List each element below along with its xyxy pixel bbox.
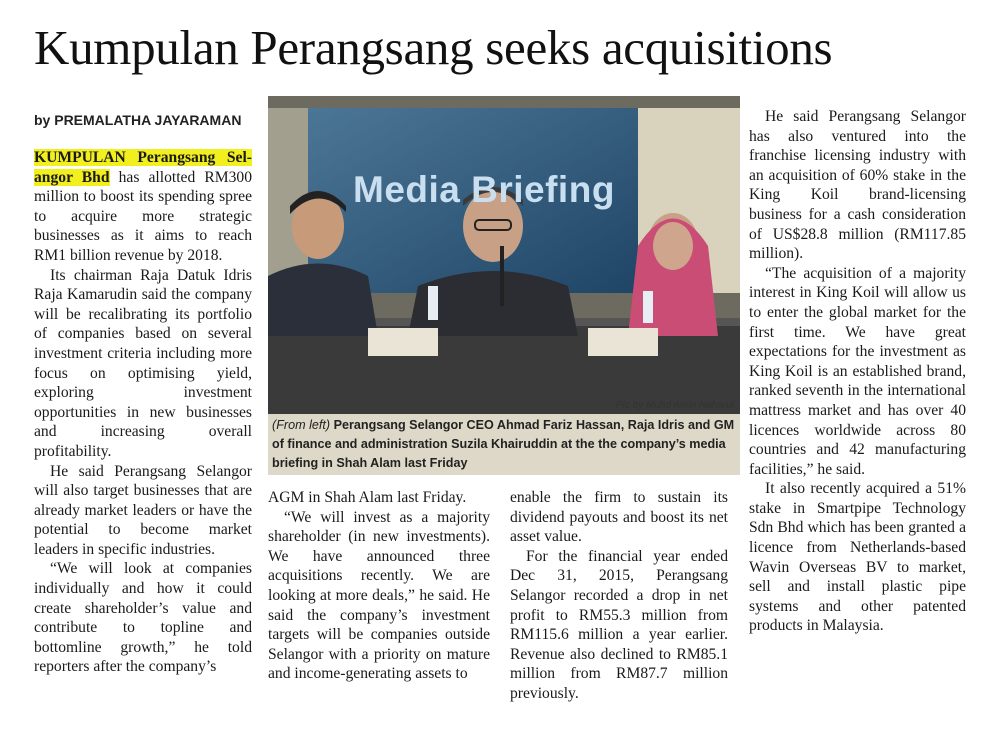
headline: Kumpulan Perangsang seeks acquisitions — [34, 20, 833, 75]
caption-text: Perangsang Selangor CEO Ahmad Fariz Hassan, Raja Idris and GM of finance and administration Suzila Khairuddin at the the company’s media briefing in Shah Alam last Friday — [272, 418, 735, 470]
article-column-2 — [268, 488, 490, 684]
lead-text: has allotted RM300 million to boost its spending spree to acquire more strategic businesses as it aims to reach RM1 billion revenue by 2018. — [34, 168, 252, 264]
paragraph: For the financial year ended Dec 31, 2015, Perangsang Selangor recorded a drop in net profit to RM55.3 million from RM115.6 million a year earlier. Revenue also declined to RM85.1 million from RM87.7 million previously. — [510, 547, 728, 702]
highlighted-company-name: KUMPULAN Perangsang Sel-angor Bhd — [34, 149, 252, 186]
article-column-3 — [510, 488, 728, 704]
lead-paragraph — [34, 148, 252, 266]
paragraph: He said Perangsang Selangor has also ventured into the franchise licensing industry with an acquisition of 60% stake in the King Koil brand-licensing business for a cash consideration of US$28.8 million (RM117.85 million). — [749, 108, 966, 263]
article-column-1 — [34, 148, 252, 677]
paragraph: “We will look at companies individually and how it could create shareholder’s value and contribute to topline and bottomline growth,” he told reporters after the company’s — [34, 560, 252, 676]
paragraph: Its chairman Raja Datuk Idris Raja Kamarudin said the company will be recalibrating its portfolio of companies based on several investment criteria including more focus on optimising yield, exploring investment opportunities in new businesses and increasing overall profitability. — [34, 266, 252, 460]
caption-prefix: (From left) — [272, 418, 331, 432]
paragraph: “The acquisition of a majority interest in King Koil will allow us to enter the global market for the first time. We have great expectations for the investment as King Koil is an established brand, ranked seventh in the international mattress market and has over 40 licences worldwide across 80 countries and 42 manufacturing facilities,” he said. — [749, 264, 966, 478]
paragraph: AGM in Shah Alam last Friday. — [268, 489, 467, 506]
paragraph: He said Perangsang Selangor will also target businesses that are already market leaders or have the potential to become market leaders in specific industries. — [34, 462, 252, 558]
byline: by PREMALATHA JAYARAMAN — [34, 112, 242, 128]
photo-caption — [268, 416, 740, 473]
photo-image — [268, 96, 740, 414]
paragraph: “We will invest as a majority shareholder (in new investments). We have announced three acquisitions recently. We are looking at more deals,” he said. He said the company’s investment targets will be companies outside Selangor with a priority on mature and income-generating assets to — [268, 508, 490, 683]
news-photo — [268, 96, 740, 475]
photo-credit: Pic by Muhd Amin Naharul — [615, 400, 734, 411]
article-column-4 — [749, 107, 966, 636]
paragraph: It also recently acquired a 51% stake in Smartpipe Technology Sdn Bhd which has been granted a licence from Netherlands-based Wavin Overseas BV to market, sell and install plastic pipe systems and other patented products in Malaysia. — [749, 480, 966, 635]
backdrop-text: Media Briefing — [353, 169, 615, 210]
paragraph: enable the firm to sustain its dividend payouts and boost its net asset value. — [510, 489, 728, 546]
